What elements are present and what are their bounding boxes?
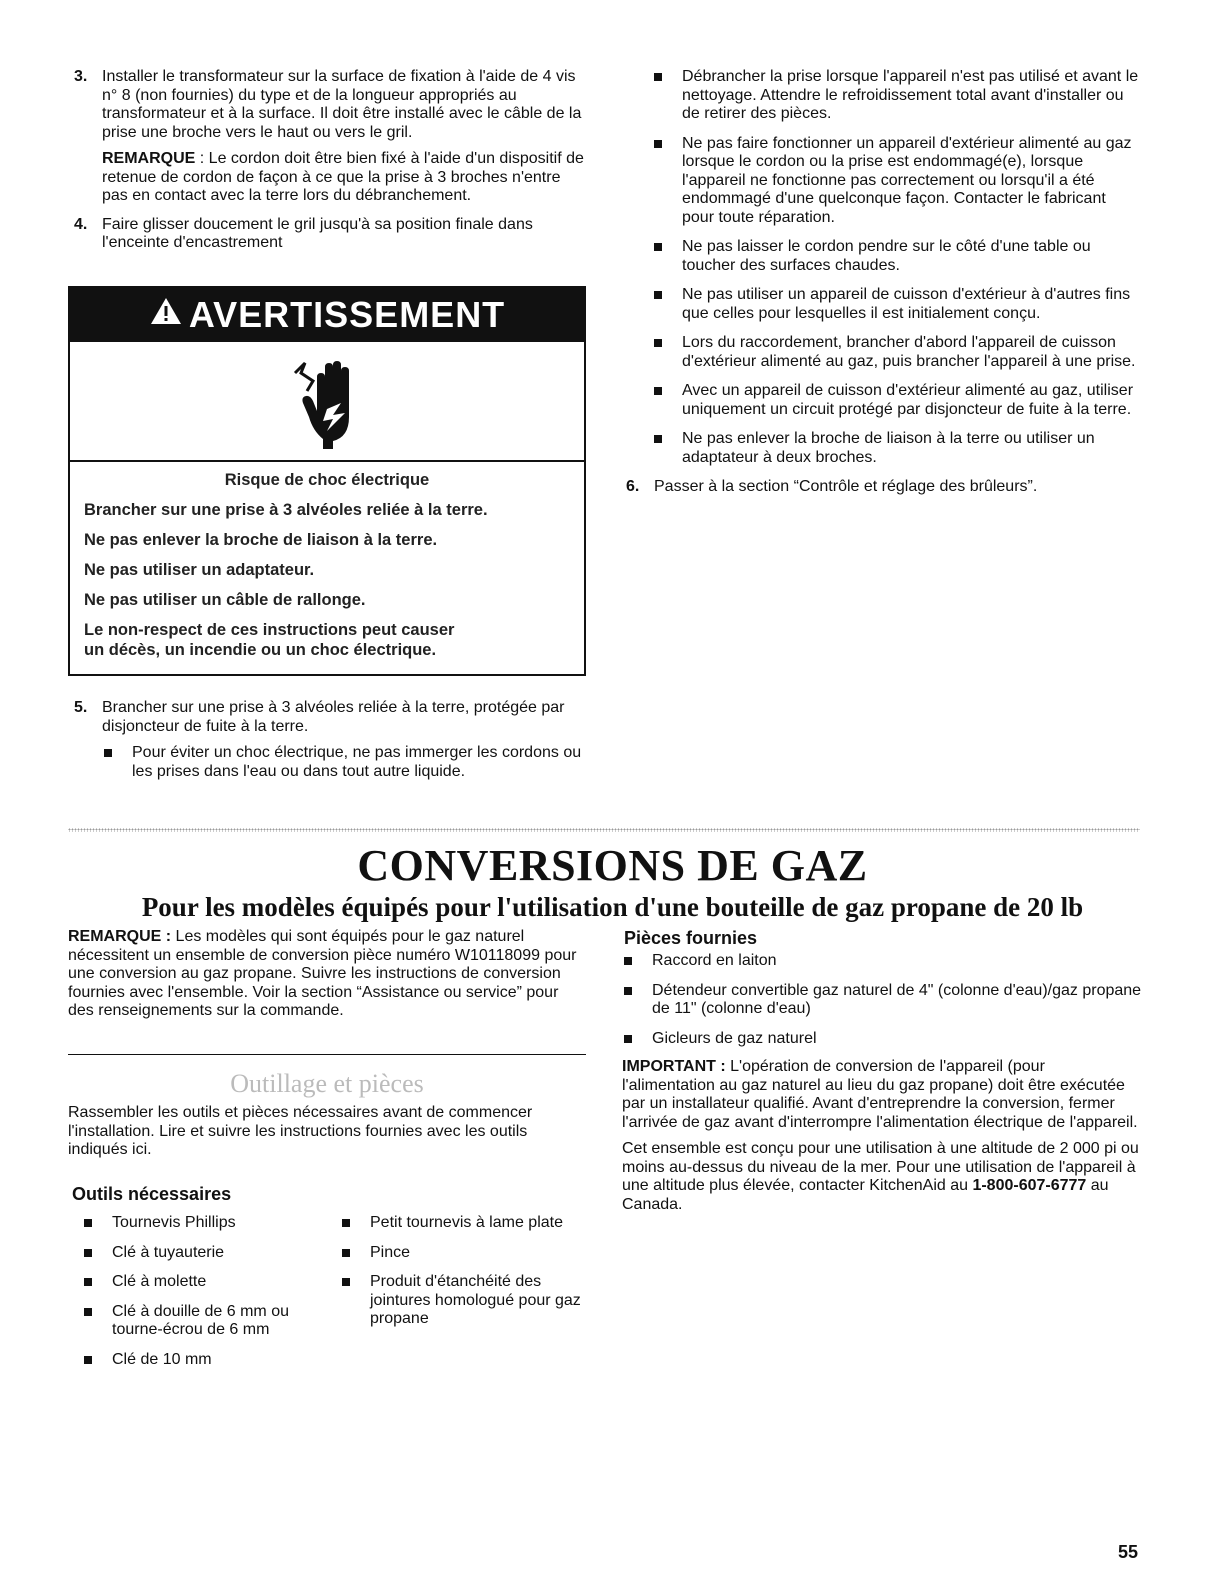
- note-text: : Le cordon doit être bien fixé à l'aide d'un dispositif de retenue de cordon de façon à ce que la prise à 3 broches n'entre pas en contact avec la terre lors du débranchement.: [102, 150, 584, 204]
- warning-line: Le non-respect de ces instructions peut causer un décès, un incendie ou un choc électrique.: [84, 621, 455, 659]
- tools-needed-heading: Outils nécessaires: [72, 1184, 232, 1204]
- list-item: Détendeur convertible gaz naturel de 4" (colonne d'eau)/gaz propane de 11" (colonne d'eau): [622, 982, 1142, 1019]
- tools-list-col2: [340, 1214, 590, 1340]
- altitude-post: au Canada.: [622, 1177, 1109, 1213]
- step-text: Passer à la section “Contrôle et réglage des brûleurs”.: [654, 478, 1038, 495]
- warning-title: AVERTISSEMENT: [188, 294, 506, 335]
- warning-line: Ne pas utiliser un câble de rallonge.: [84, 591, 366, 609]
- page-number: 55: [1118, 1542, 1139, 1562]
- list-item: Débrancher la prise lorsque l'appareil n'est pas utilisé et avant le nettoyage. Attendre le refroidissement total avant d'installer ou de retirer des pièces.: [652, 68, 1142, 124]
- warning-triangle-icon: [149, 296, 183, 334]
- warning-risk-title: Risque de choc électrique: [224, 471, 430, 489]
- list-item: Raccord en laiton: [622, 952, 1142, 971]
- step-number: 6.: [626, 478, 640, 495]
- list-item: Clé à douille de 6 mm ou tourne-écrou de 6 mm: [82, 1303, 318, 1340]
- warning-line: Ne pas enlever la broche de liaison à la terre.: [84, 531, 438, 549]
- step-text: Faire glisser doucement le gril jusqu'à sa position finale dans l'enceinte d'encastrement: [102, 215, 533, 251]
- section-divider: [68, 828, 1140, 832]
- list-item: Pour éviter un choc électrique, ne pas immerger les cordons ou les prises dans l'eau ou dans tout autre liquide.: [102, 744, 588, 781]
- warning-line: Brancher sur une prise à 3 alvéoles reliée à la terre.: [84, 501, 488, 519]
- step-3: [74, 68, 588, 206]
- step-number: 3.: [74, 68, 88, 85]
- divider: [68, 1054, 586, 1055]
- list-item: Produit d'étanchéité des jointures homologué pour gaz propane: [340, 1273, 590, 1329]
- list-item: Ne pas enlever la broche de liaison à la terre ou utiliser un adaptateur à deux broches.: [652, 430, 1142, 467]
- list-item: Avec un appareil de cuisson d'extérieur alimenté au gaz, utiliser uniquement un circuit protégé par disjoncteur de fuite à la terre.: [652, 382, 1142, 419]
- phone-number: 1-800-607-6777: [972, 1177, 1087, 1194]
- list-item: Petit tournevis à lame plate: [340, 1214, 590, 1233]
- step-text: Brancher sur une prise à 3 alvéoles reliée à la terre, protégée par disjoncteur de fuite à la terre.: [102, 699, 565, 735]
- list-item: Clé à molette: [82, 1273, 318, 1292]
- warning-header: [70, 288, 584, 342]
- list-item: Ne pas utiliser un appareil de cuisson d'extérieur à d'autres fins que celles pour lesquelles il est initialement conçu.: [652, 286, 1142, 323]
- warning-line: Ne pas utiliser un adaptateur.: [84, 561, 315, 579]
- warning-body: [70, 462, 584, 660]
- list-item: Pince: [340, 1244, 590, 1263]
- tools-heading: Outillage et pièces: [230, 1069, 424, 1098]
- conversion-note: [68, 928, 586, 1029]
- tools-intro-text: Rassembler les outils et pièces nécessaires avant de commencer l'installation. Lire et suivre les instructions fournies avec les outils indiqués ici.: [68, 1104, 533, 1158]
- note-label: REMARQUE: [102, 150, 196, 167]
- list-item: Gicleurs de gaz naturel: [622, 1030, 1142, 1049]
- list-item: Ne pas faire fonctionner un appareil d'extérieur alimenté au gaz lorsque le cordon ou la prise est endommagé(e), lorsque l'appareil ne fonctionne pas correctement ou lorsqu'il a été endommagé d'une quelconque façon. Contacter le fabricant pour toute réparation.: [652, 135, 1142, 228]
- note-text: Les modèles qui sont équipés pour le gaz naturel nécessitent un ensemble de conversion pièce numéro W10118099 pour une conversion au gaz propane. Suivre les instructions de conversion fournies avec l'ensemble. Voir la section “Assistance ou service” pour des renseignements sur la commande.: [68, 928, 577, 1019]
- parts-heading: Pièces fournies: [624, 928, 758, 948]
- altitude-pre: Cet ensemble est conçu pour une utilisation à une altitude de 2 000 pi ou moins au-dessus du niveau de la mer. Pour une utilisation de l'appareil à une altitude plus élevée, contacter KitchenAid au: [622, 1140, 1139, 1194]
- note-label: REMARQUE :: [68, 928, 172, 945]
- altitude-text: [622, 1140, 1142, 1214]
- section-subtitle: Pour les modèles équipés pour l'utilisation d'une bouteille de gaz propane de 20 lb: [141, 892, 1084, 922]
- step-6: [626, 478, 1142, 497]
- list-item: Tournevis Phillips: [82, 1214, 318, 1233]
- important-text: L'opération de conversion de l'appareil (pour l'alimentation au gaz naturel au lieu du gaz propane) doit être exécutée par un installateur qualifié. Avant d'entreprendre la conversion, fermer l'arrivée de gaz avant d'interrompre l'alimentation électrique de l'appareil.: [622, 1058, 1138, 1131]
- list-item: Clé de 10 mm: [82, 1351, 318, 1370]
- list-item: Lors du raccordement, brancher d'abord l'appareil de cuisson d'extérieur alimenté au gaz, puis brancher l'appareil à une prise.: [652, 334, 1142, 371]
- section-title: CONVERSIONS DE GAZ: [357, 841, 868, 890]
- step-4: [74, 215, 588, 253]
- important-note: [622, 1058, 1142, 1222]
- step-number: 5.: [74, 699, 88, 716]
- step-note: [102, 150, 588, 206]
- step-text: Installer le transformateur sur la surface de fixation à l'aide de 4 vis n° 8 (non fournies) du type et de la longueur appropriés au transformateur et à la surface. Il doit être installé avec le câble de la prise une broche vers le haut ou vers le gril.: [102, 68, 582, 141]
- list-item: Clé à tuyauterie: [82, 1244, 318, 1263]
- right-column-top: [626, 68, 1142, 507]
- list-item: Ne pas laisser le cordon pendre sur le côté d'une table ou toucher des surfaces chaudes.: [652, 238, 1142, 275]
- parts-list: [622, 952, 1142, 1059]
- tools-list-col1: [82, 1214, 318, 1380]
- step-number: 4.: [74, 215, 88, 233]
- step-5: [74, 699, 588, 792]
- important-label: IMPORTANT :: [622, 1058, 726, 1075]
- left-column-top: [74, 68, 588, 263]
- tools-intro: [68, 1104, 588, 1168]
- electric-shock-hand-icon: [70, 342, 584, 462]
- warning-box: [68, 286, 586, 676]
